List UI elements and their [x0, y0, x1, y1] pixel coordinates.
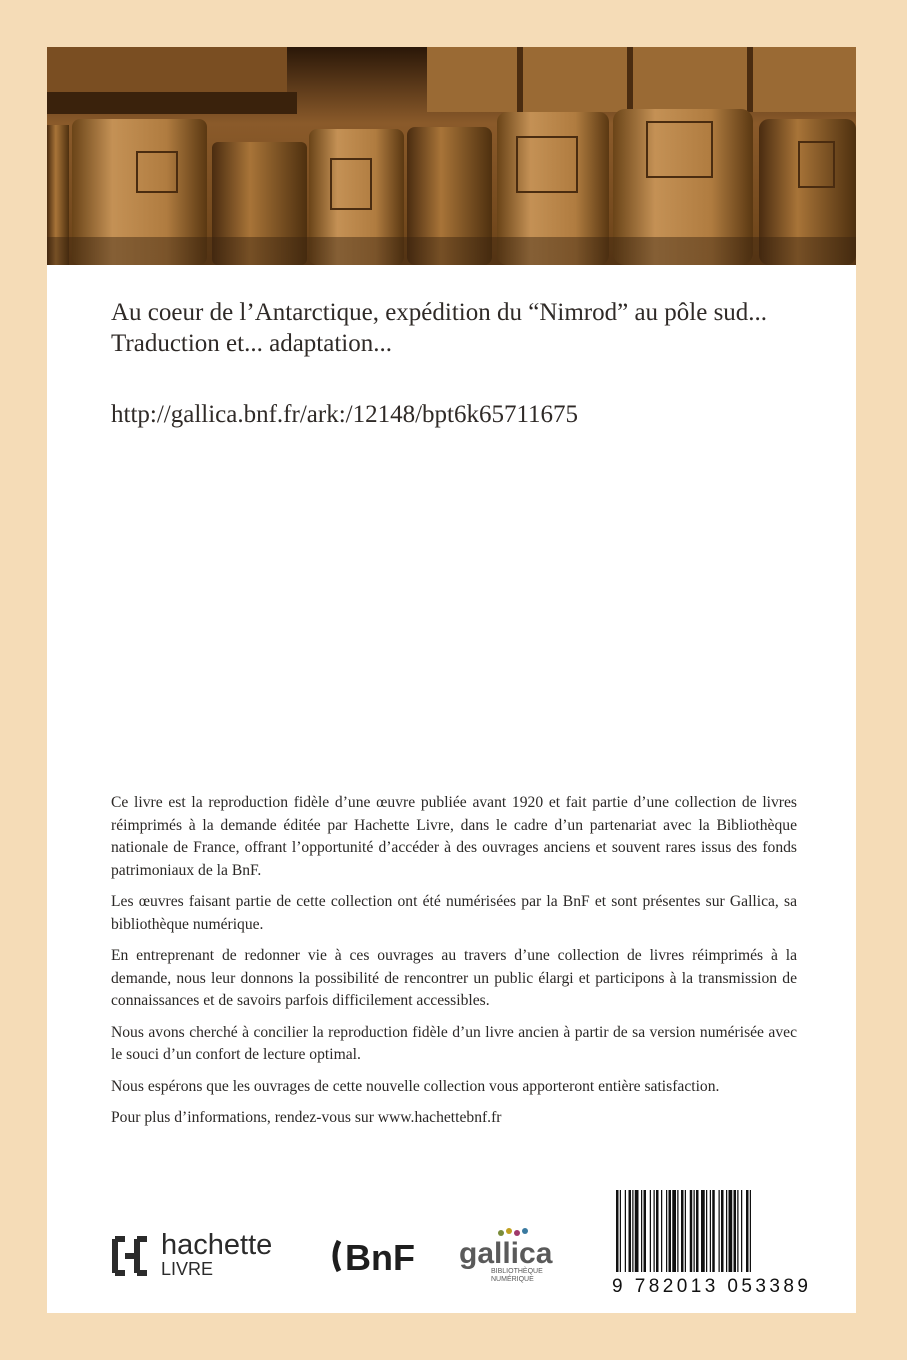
barcode-bar: [656, 1190, 659, 1272]
collection-description: [111, 792, 797, 1139]
barcode-bar: [726, 1190, 727, 1272]
hachette-text: hachette: [161, 1229, 273, 1261]
barcode-bar: [650, 1190, 651, 1272]
hachette-livre-logo: [111, 1227, 296, 1277]
barcode-bar: [734, 1190, 737, 1272]
barcode-bar: [706, 1190, 707, 1272]
paragraph: Pour plus d’informations, rendez-vous sur www.hachettebnf.fr: [111, 1109, 502, 1126]
gallica-text: gallica: [459, 1237, 553, 1270]
paragraph: Ce livre est la reproduction fidèle d’une œuvre publiée avant 1920 et fait partie d’une collection de livres réimprimés à la demande éditée par Hachette Livre, dans le cadre d’un partenariat avec la Bibliothèque nationale de France, offrant l’opportunité d’accéder à des ouvrages anciens et souvent rares issus des fonds patrimoniaux de la BnF.: [111, 794, 797, 879]
bnf-text: BnF: [345, 1237, 415, 1278]
barcode-bar: [737, 1190, 738, 1272]
paragraph: Les œuvres faisant partie de cette collection ont été numérisées par la BnF et sont présentes sur Gallica, sa bibliothèque numérique.: [111, 893, 797, 933]
barcode-bar: [696, 1190, 699, 1272]
barcode-bar: [729, 1190, 733, 1272]
barcode-bar: [746, 1190, 749, 1272]
isbn-barcode: [612, 1190, 812, 1296]
barcode-bar: [666, 1190, 667, 1272]
barcode-bar: [690, 1190, 693, 1272]
barcode-bar: [710, 1190, 711, 1272]
barcode-bar: [677, 1190, 678, 1272]
barcode-bar: [721, 1190, 724, 1272]
gallica-sub-2: NUMÉRIQUE: [491, 1276, 534, 1283]
barcode-bar: [712, 1190, 715, 1272]
livre-text: LIVRE: [161, 1259, 214, 1277]
barcode-bar: [644, 1190, 647, 1272]
barcode-bar: [685, 1190, 686, 1272]
barcode-bar: [681, 1190, 684, 1272]
paragraph: Nous avons cherché à concilier la reproduction fidèle d’un livre ancien à partir de sa version numérisée avec le souci d’un confort de lecture optimal.: [111, 1023, 797, 1063]
barcode-bar: [672, 1190, 676, 1272]
bnf-logo: [329, 1231, 429, 1281]
barcode-digits: 9 782013 053389: [612, 1276, 808, 1296]
gallica-sub-1: BIBLIOTHÈQUE: [491, 1268, 543, 1275]
paragraph: En entreprenant de redonner vie à ces ouvrages au travers d’une collection de livres réimprimés à la demande, nous leur donnons la possibilité de rencontrer un public élargi et participons à la transmission de connaissances et de savoirs parfois difficilement accessibles.: [111, 947, 797, 1009]
barcode-bar: [719, 1190, 720, 1272]
barcode-bar: [669, 1190, 672, 1272]
bookshelf-image: [47, 47, 856, 265]
book-title: Au coeur de l’Antarctique, expédition du “Nimrod” au pôle sud... Traduction et... adaptation...: [111, 299, 768, 357]
back-cover: [47, 47, 856, 1313]
barcode-bar: [694, 1190, 695, 1272]
publisher-logos: [111, 1227, 571, 1287]
barcode-bar: [641, 1190, 642, 1272]
barcode-bar: [632, 1190, 633, 1272]
barcode-bar: [620, 1190, 621, 1272]
barcode-bar: [701, 1190, 705, 1272]
barcode-bar: [635, 1190, 639, 1272]
barcode-bar: [661, 1190, 662, 1272]
barcode-bar: [629, 1190, 632, 1272]
gallica-logo: [457, 1227, 567, 1283]
barcode-bar: [750, 1190, 751, 1272]
barcode-bar: [625, 1190, 626, 1272]
barcode-bar: [616, 1190, 619, 1272]
gallica-url: http://gallica.bnf.fr/ark:/12148/bpt6k65711675: [111, 401, 579, 428]
barcode-bar: [741, 1190, 742, 1272]
barcode-bar: [654, 1190, 655, 1272]
paragraph: Nous espérons que les ouvrages de cette nouvelle collection vous apporteront entière satisfaction.: [111, 1077, 720, 1095]
